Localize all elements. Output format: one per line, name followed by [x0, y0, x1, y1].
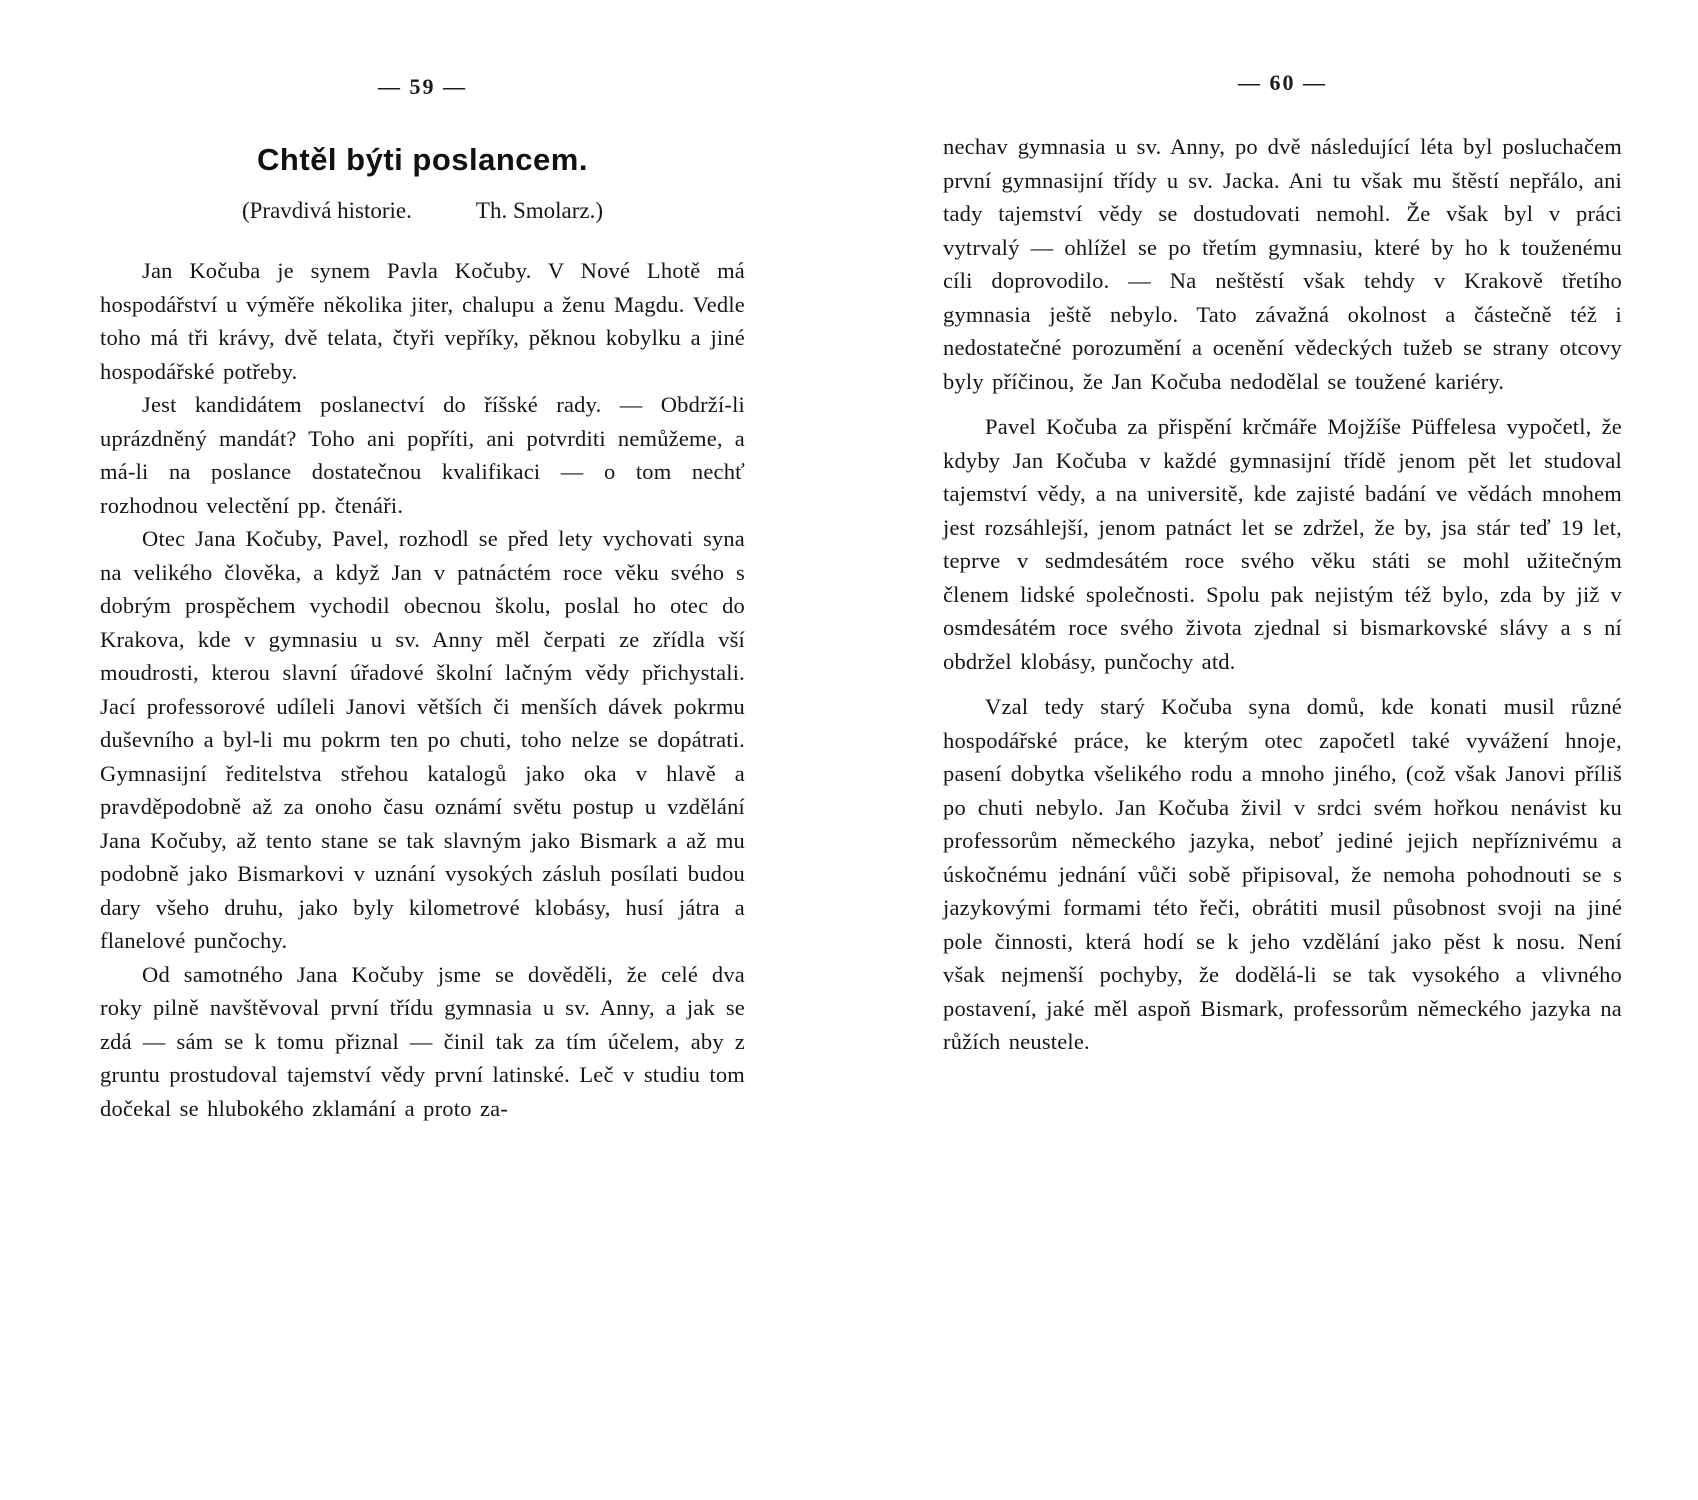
page-number-left: — 59 —	[378, 74, 467, 99]
subtitle-author: Th. Smolarz.)	[475, 198, 603, 223]
paragraph: Pavel Kočuba za přispění krčmáře Mojžíše Püffelesa vypočetl, že kdyby Jan Kočuba v každé gymnasijní třídě jenom pět let studoval tajemství vědy, a na universitě, kde zajisté badání ve vědách mnohem jest rozsáhlejší, jenom patnáct let se zdržel, že by, jsa stár teď 19 let, teprve v sedmdesátém roce svého věku státi se mohl užitečným členem lidské společnosti. Spolu pak nejistým též bylo, zda by již v osmdesátém roce svého života zjednal si bismarkovské slávy a s ní obdržel klobásy, punčochy atd.	[943, 414, 1622, 674]
article-subtitle	[100, 198, 745, 224]
paragraph: Vzal tedy starý Kočuba syna domů, kde konati musil různé hospodářské práce, ke kterým otec započetl také vyvážení hnoje, pasení dobytka všelikého rodu a mnoho jiného, (což však Janovi příliš po chuti nebylo. Jan Kočuba živil v srdci svém hořkou nenávist ku professorům německého jazyka, neboť jediné jejich nepříznivému a úskočnému jednání vůči sobě připisoval, že nemoha pohodnouti se s jazykovými formami této řeči, obrátiti musil působnost svoji na jiné pole činnosti, která hodí se k jeho vzdělání jako pěst k nosu. Není však nejmenší pochyby, že dodělá-li se tak vysokého a vlivného postavení, jaké měl aspoň Bismark, professorům německého jazyka na růžích neustele.	[943, 694, 1622, 1054]
subtitle-genre: (Pravdivá historie.	[241, 198, 412, 223]
left-page-body	[100, 254, 745, 1125]
paragraph: Od samotného Jana Kočuby jsme se dověděli, že celé dva roky pilně navštěvoval první třídu gymnasia u sv. Anny, a jak se zdá — sám se k tomu přiznal — činil tak za tím účelem, aby z gruntu prostudoval tajemství vědy první latinské. Leč v studiu tom dočekal se hlubokého zklamání a proto za-	[100, 961, 745, 1121]
paragraph: Otec Jana Kočuby, Pavel, rozhodl se před lety vychovati syna na velikého člověka, a když Jan v patnáctém roce věku svého s dobrým prospěchem vychodil obecnou školu, poslal ho otec do Krakova, kde v gymnasiu u sv. Anny měl čerpati ze zřídla vší moudrosti, kterou slavní úřadové školní lačným vědy přichystali. Jací professorové udíleli Janovi větších či menších dávek pokrmu duševního a byl-li mu pokrm ten po chuti, toho nelze se dopátrati. Gymnasijní ředitelstva střehou katalogů jako oka v hlavě a pravděpodobně až za onoho času oznámí světu postup u vzdělání Jana Kočuby, až tento stane se tak slavným jako Bismark a až mu podobně jako Bismarkovi v uznání vysokých zásluh posílati budou dary všeho druhu, jako byly kilometrové klobásy, husí játra a flanelové punčochy.	[100, 526, 745, 953]
right-page-body	[943, 130, 1622, 1059]
page-right	[849, 0, 1698, 1500]
article-title: Chtěl býti poslancem.	[257, 142, 588, 177]
paragraph: nechav gymnasia u sv. Anny, po dvě následující léta byl posluchačem první gymnasijní třídy u sv. Jacka. Ani tu však mu štěstí nepřálo, ani tady tajemství vědy se dostudovati nemohl. Že však byl v práci vytrvalý — ohlížel se po třetím gymnasiu, které by ho k touženému cíli doprovodilo. — Na neštěstí však tehdy v Krakově třetího gymnasia ještě nebylo. Tato závažná okolnost a částečně též i nedostatečné porozumění a ocenění vědeckých tužeb se strany otcovy byly příčinou, že Jan Kočuba nedodělal se toužené kariéry.	[943, 134, 1622, 394]
page-number-right: — 60 —	[1238, 70, 1327, 95]
paragraph: Jest kandidátem poslanectví do říšské rady. — Obdrží-li uprázdněný mandát? Toho ani popříti, ani potvrditi nemůžeme, a má-li na poslance dostatečnou kvalifikaci — o tom nechť rozhodnou velectění pp. čtenáři.	[100, 392, 745, 518]
paragraph: Jan Kočuba je synem Pavla Kočuby. V Nové Lhotě má hospodářství u výměře několika jiter, chalupu a ženu Magdu. Vedle toho má tři krávy, dvě telata, čtyři vepříky, pěknou kobylku a jiné hospodářské potřeby.	[100, 258, 745, 384]
